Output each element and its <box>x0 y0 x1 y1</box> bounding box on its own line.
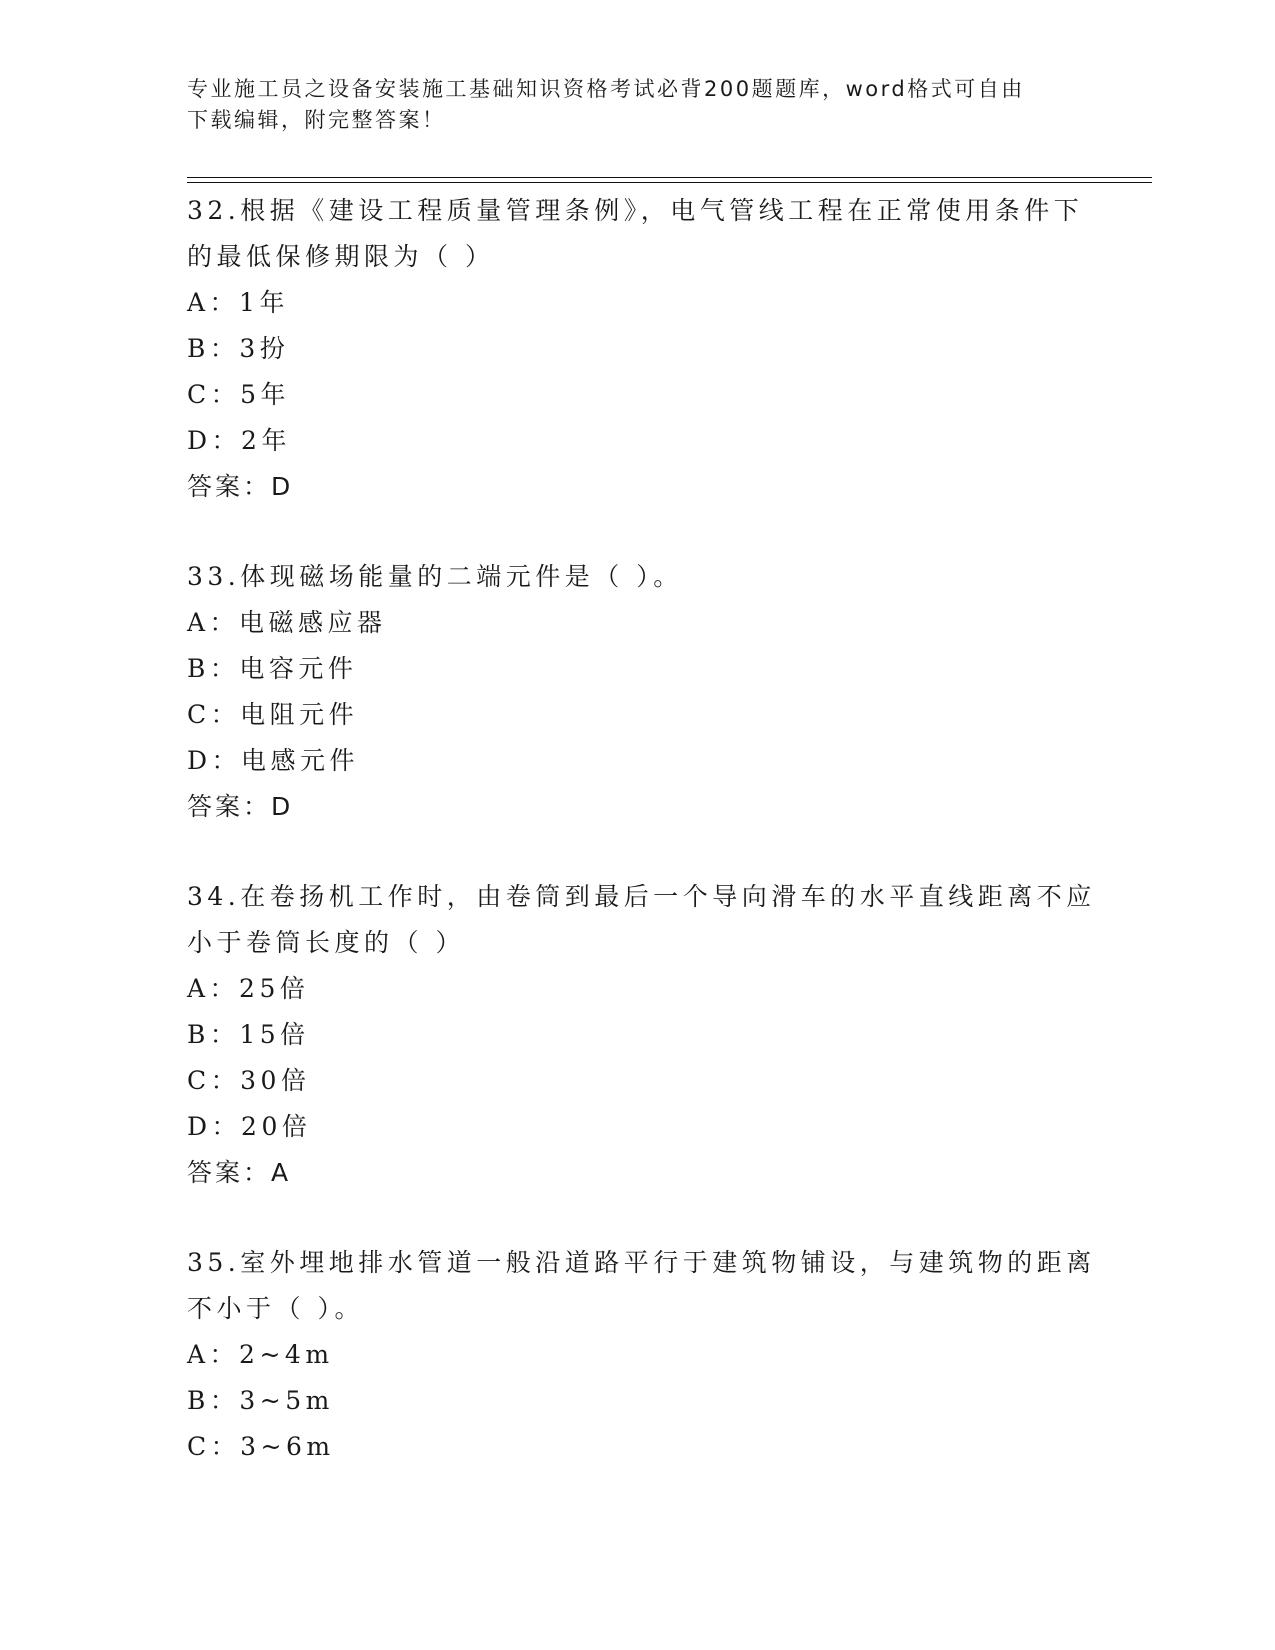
question-text: 35.室外埋地排水管道一般沿道路平行于建筑物铺设，与建筑物的距离 <box>187 1248 1096 1277</box>
option-a: A：1年 <box>187 288 289 317</box>
question-text: 32.根据《建设工程质量管理条例》，电气管线工程在正常使用条件下 <box>187 196 1084 225</box>
option-b: B：15倍 <box>187 1020 310 1049</box>
document-header <box>187 74 1067 136</box>
option-c: C：3~6m <box>187 1432 335 1461</box>
header-divider-top <box>187 177 1152 178</box>
option-c: C：30倍 <box>187 1066 311 1095</box>
header-divider-bottom <box>187 182 1152 183</box>
option-d: D：2年 <box>187 426 291 455</box>
answer: 答案：D <box>187 472 294 501</box>
option-a: A：电磁感应器 <box>187 608 387 637</box>
question-32 <box>187 188 1087 510</box>
option-d: D：电感元件 <box>187 746 360 775</box>
option-a: A：2~4m <box>187 1340 334 1369</box>
option-a: A：25倍 <box>187 974 310 1003</box>
option-b: B：3扮 <box>187 334 290 363</box>
option-c: C：5年 <box>187 380 291 409</box>
question-text: 33.体现磁场能量的二端元件是（ ）。 <box>187 562 683 591</box>
header-line: 下载编辑，附完整答案！ <box>187 108 446 132</box>
option-d: D：20倍 <box>187 1112 312 1141</box>
question-text: 34.在卷扬机工作时，由卷筒到最后一个导向滑车的水平直线距离不应 <box>187 882 1096 911</box>
question-text: 不小于（ ）。 <box>187 1294 364 1323</box>
question-33 <box>187 554 1087 830</box>
question-text: 的最低保修期限为（ ） <box>187 242 495 271</box>
question-list <box>187 188 1096 1514</box>
answer: 答案：D <box>187 792 294 821</box>
option-b: B：电容元件 <box>187 654 358 683</box>
option-b: B：3~5m <box>187 1386 334 1415</box>
header-line: 专业施工员之设备安装施工基础知识资格考试必背200题题库，word格式可自由 <box>187 77 1025 101</box>
answer: 答案：A <box>187 1158 292 1187</box>
question-text: 小于卷筒长度的（ ） <box>187 928 465 957</box>
question-35 <box>187 1240 1096 1470</box>
question-34 <box>187 874 1096 1196</box>
option-c: C：电阻元件 <box>187 700 359 729</box>
